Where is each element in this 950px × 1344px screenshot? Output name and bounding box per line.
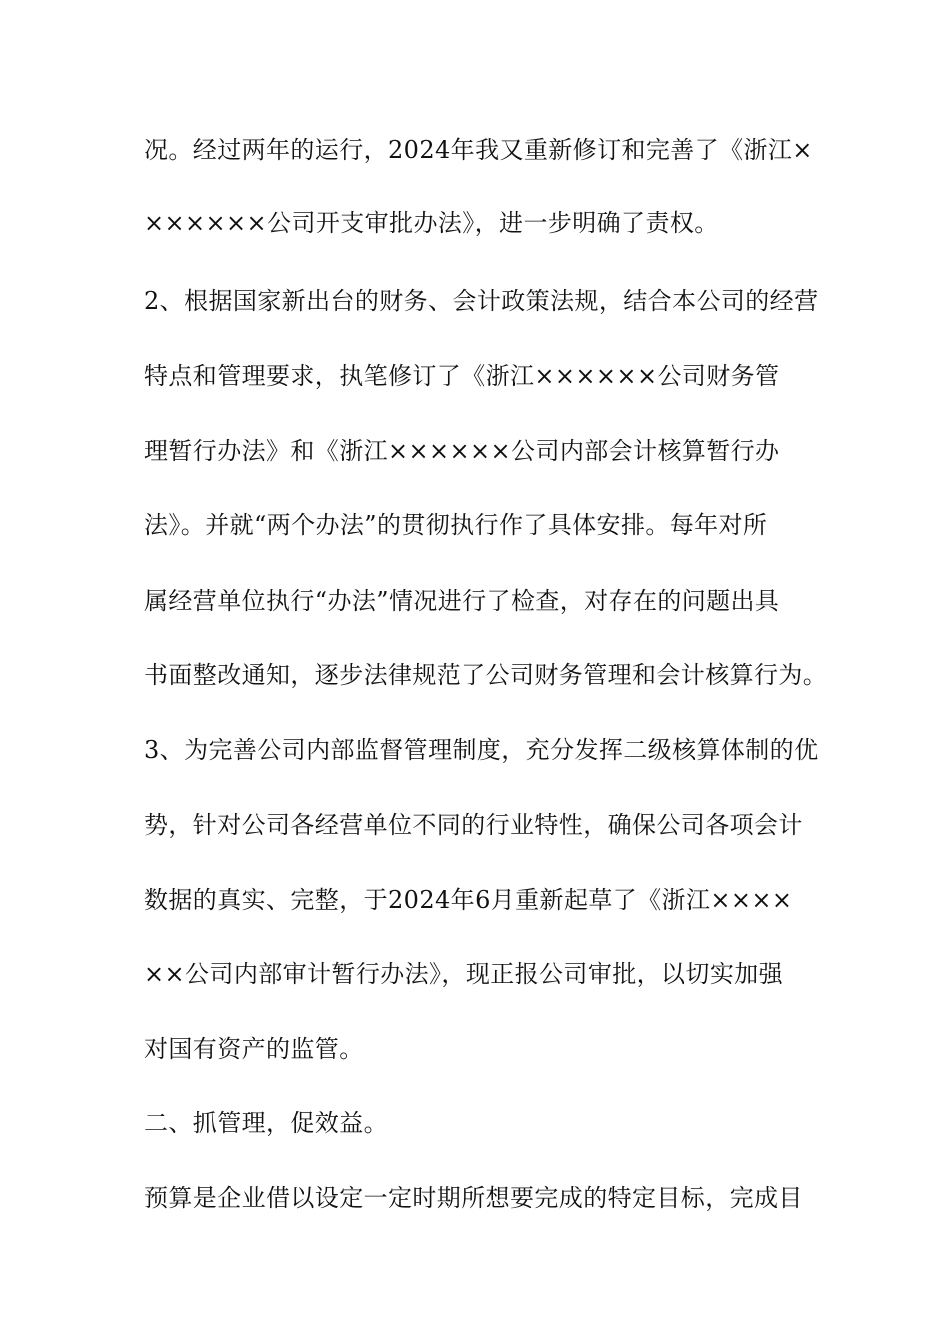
text-line: 势，针对公司各经营单位不同的行业特性，确保公司各项会计 (144, 811, 803, 839)
text-line: 理暂行办法》和《浙江××××××公司内部会计核算暂行办 (144, 437, 780, 465)
text-line: 预算是企业借以设定一定时期所想要完成的特定目标，完成目 (144, 1184, 803, 1212)
text-line: 书面整改通知，逐步法律规范了公司财务管理和会计核算行为。 (144, 661, 828, 689)
text-line: ××公司内部审计暂行办法》，现正报公司审批，以切实加强 (144, 960, 784, 988)
text-line: 法》。并就“两个办法”的贯彻执行作了具体安排。每年对所 (144, 511, 768, 539)
text-line: 3、为完善公司内部监督管理制度，充分发挥二级核算体制的优 (144, 736, 819, 764)
section-heading: 二、抓管理，促效益。 (144, 1109, 388, 1137)
text-line: 2、根据国家新出台的财务、会计政策法规，结合本公司的经营 (144, 287, 819, 315)
text-line: 数据的真实、完整，于2024年6月重新起草了《浙江×××× (144, 886, 793, 914)
text-line: 对国有资产的监管。 (144, 1035, 364, 1063)
text-line: ××××××公司开支审批办法》，进一步明确了责权。 (144, 209, 719, 237)
text-line: 属经营单位执行“办法”情况进行了检查，对存在的问题出具 (144, 587, 780, 615)
text-line: 特点和管理要求，执笔修订了《浙江××××××公司财务管 (144, 362, 780, 390)
text-line: 况。经过两年的运行，2024年我又重新修订和完善了《浙江× (144, 136, 813, 164)
